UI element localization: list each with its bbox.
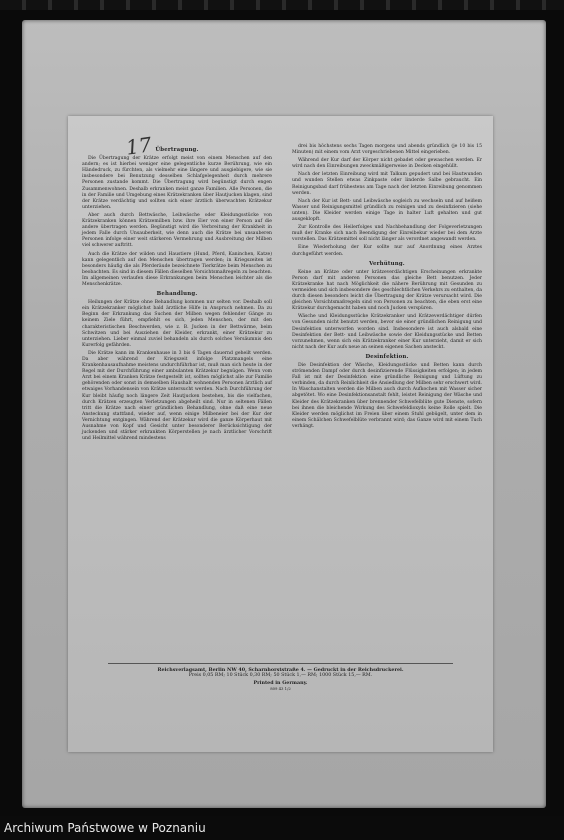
section-heading: Übertragung. <box>155 147 199 153</box>
imprint-footer <box>108 667 453 693</box>
paragraph: Zur Kontrolle des Heilerfolges und Nachbehandlung der Folgeverletzungen muß der Kranke sich nach Beendigung der Einreibekur wieder bei dem Arzte vorstellen. Das Krätzemittel soll nicht länger als verordnet angewandt werden. <box>292 225 482 243</box>
publisher-line: Reichsverlagsamt, Berlin NW 40, Scharnhorststraße 4. — Gedruckt in der Reichsdruckerei. <box>157 667 404 673</box>
paragraph: Während der Kur darf der Körper nicht gebadet oder gewaschen werden. Er wird nach den Einreibungen zweckmäßigerweise in Decken eingehüllt. <box>292 158 482 170</box>
section-heading: Verhütung. <box>369 260 405 267</box>
paragraph: Die Desinfektion der Wäsche, Kleidungsstücke und Betten kann durch strömenden Dampf oder durch desinfizierende Flüssigkeiten erfolgen; in jedem Fall ist mit der Desinfektion eine gründliche Reinigung und Lüftung zu verbinden, da durch Reinlichkeit die Ansiedlung der Milben sehr erschwert wird. In Waschanstalten werden die Milben auch durch Aufkochen mit Wasser sicher abgetötet. Wo eine Desinfektionsanstalt fehlt, leistet Reinigung der Wäsche und Kleider des Krätzekranken über brennender Schwefelblüte gute Dienste, sofern bei ihnen die bleichende Wirkung des Schwefeldioxyds keine Rolle spielt. Die Kleider werden möglichst im Freien über einem Stuhl gebügelt, unter dem in einem Schälchen Schwefelblüte verbrannt wird; das Ganze wird mit einem Tuch verhängt. <box>292 363 482 429</box>
handwritten-mark: 17 <box>124 132 153 160</box>
right-column <box>292 144 482 664</box>
print-code: 809 43 1/2 <box>270 686 291 692</box>
left-column <box>82 144 272 664</box>
paragraph: Aber auch durch Bettwäsche, Leibwäsche oder Kleidungsstücke von Krätzekranken können Krätzemilben bzw. ihre Eier von einer Person auf die andere übertragen werden. Begünstigt wird die Verbreitung der Krankheit in jedem Falle durch Unsauberkeit, wie denn auch die Krätze bei unsauberen Personen infolge einer weit stärkeren Vermehrung und Ausbreitung der Milben viel schwerer auftritt. <box>82 212 272 249</box>
price-line: Preis 0,05 RM; 10 Stück 0,30 RM; 50 Stück 1,— RM; 1000 Stück 15,— RM. <box>188 673 373 679</box>
paragraph: drei bis höchstens sechs Tagen morgens und abends gründlich (je 10 bis 15 Minuten) mit einem vom Arzt vorgeschriebenen Mittel eingerieben. <box>292 144 482 156</box>
paragraph: Nach der letzten Einreibung wird mit Talkum gepudert und bei Hautwunden und wunden Stellen etwas Zinkpaste oder linderde Salbe gebraucht. Ein Reinigungsbad darf frühestens am Tage nach der letzten Einreibung genommen werden. <box>292 172 482 196</box>
document-page <box>68 116 493 752</box>
paragraph: Nach der Kur ist Bett- und Leibwäsche sogleich zu wechseln und auf heißem Wasser und Reinigungsmittel gründlich zu reinigen und zu desinfizieren (siehe unten). Die Kleider werden einige Tage in halter Luft gehalten und gut ausgeklopft. <box>292 198 482 223</box>
paragraph: Heilungen der Krätze ohne Behandlung kommen nur selten vor. Deshalb soll ein Krätzekranker möglichst bald ärztliche Hilfe in Anspruch nehmen. Da zu Beginn der Erkrankung das Suchen der Milben wegen fehlender Gänge zu keinem Ziele führt, empfiehlt es sich, jeden Menschen, der mit den charakteristischen Beschwerden, wie z. B. Jucken in der Bettwärme, beim Schwitzen und bei Ausziehen der Kleider, erkrankt, einer Krätzekur zu unterziehen. Lieber einmal zuviel behandeln als durch solches Versäumnis den Kurerfolg gefährden. <box>82 300 272 348</box>
text-columns <box>82 144 482 664</box>
film-edge <box>0 0 564 10</box>
paragraph: Die Krätze kann im Krankenhause in 3 bis 6 Tagen dauernd geheilt werden. Da aber während der Kriegszeit infolge Platzmangels eine Krankenhausaufnahme meistens undurchführbar ist, muß man sich heute in der Regel mit der Durchführung einer ambulanten Krätzekur begnügen. Wenn vom Arzt bei einem Kranken Krätze festgestellt ist, sollten möglichst alle zur Familie gehörenden oder sonst in demselben Haushalt wohnenden Personen ärztlich auf etwaiges Vorhandensein von Krätze untersucht werden. Nach Durchführung der Kur bleibt häufig noch längere Zeit Hautjucken bestehen, bis die vielfachen, durch Krätzen erzeugten Verletzungen abgeheilt sind. Nur in seltenen Fällen tritt die Krätze nach einer gründlichen Behandlung, ohne daß eine neue Ansteckung stattfand, wieder auf, wenn einige Milbeneier bei der Kur der Vernichtung entgingen. Während der Krätzekur wird die ganze Körperhaut mit Ausnahme von Kopf und Gesicht unter besonderer Berücksichtigung der juckenden und stärker erkrankten Körperstellen je nach ärztlicher Vorschrift und Heilmittel während mindestens <box>82 350 272 442</box>
paragraph: Eine Wiederholung der Kur sollte nur auf Anordnung eines Arztes durchgeführt werden. <box>292 245 482 257</box>
paragraph: Keine an Krätze oder unter krätzeverdächtigen Erscheinungen erkrankte Person darf mit anderen Personen das gleiche Bett benutzen. Jeder Krätzekranke hat nach Möglichkeit die nähere Berührung mit Gesunden zu vermeiden und sich insbesondere des geschlechtlichen Verkehrs zu enthalten, da durch diesen besonders leicht die Übertragung der Krätze verursacht wird. Die gleichen Vorsichtsmaßregeln sind von Personen zu beachten, die eben erst eine Krätzekur durchgemacht haben und noch Jucken verspüren. <box>292 269 482 312</box>
footer-rule <box>108 663 453 664</box>
paragraph: Auch die Krätze der wilden und Haustiere (Hund, Pferd, Kaninchen, Katze) kann gelegentlich auf den Menschen übertragen werden; in Kriegszeiten ist besonders häufig die als Pferderäude bezeichnete Tierkrätze beim Menschen zu beobachten. Es sind in diesem Fällen dieselben Vorsichtsmaßregeln zu beachten. Im allgemeinen verlaufen diese Erkrankungen beim Menschen leichter als die Menschenkrätze. <box>82 251 272 287</box>
paragraph: Wäsche und Kleidungsstücke Krätzekranker und Krätzeverdächtiger dürfen von Gesunden nicht benutzt werden, bevor sie einer gründlichen Reinigung und Desinfektion unterworfen worden sind. Insbesondere ist auch alsbald eine Desinfektion der Bett- und Leibwäsche sowie der Kleidungsstücke und Betten vorzunehmen, wenn sich ein Krätzekranker einer Kur unterzieht, damit er sich nicht nach der Kur aufs neue an seinen eigenen Sachen ansteckt. <box>292 314 482 350</box>
section-heading: Desinfektion. <box>365 353 409 360</box>
paragraph: Die Übertragung der Krätze erfolgt meist von einem Menschen auf den andern; es ist hierbei weniger eine gelegentliche kurze Berührung, wie ein Händedruck, zu fürchten, als vielmehr eine längere und ausgiebigere, wie sie insbesondere bei Benutzung desselben Schlafgelegenheit durch mehrere Personen zustande kommt. Die Übertragung wird begünstigt durch engen Zusammenwohnen. Deshalb erkranken meist ganze Familien. Alle Personen, die in der Familie und Umgebung eines Krätzekranken über Hautjucken klagen, sind der Krätze verdächtig und sollten sich einer ärztlich überwachten Krätzekur unterziehen. <box>82 156 272 210</box>
section-heading: Behandlung. <box>156 291 198 298</box>
archive-caption: Archiwum Państwowe w Poznaniu <box>0 816 564 840</box>
printed-in-line: Printed in Germany. <box>253 679 308 686</box>
